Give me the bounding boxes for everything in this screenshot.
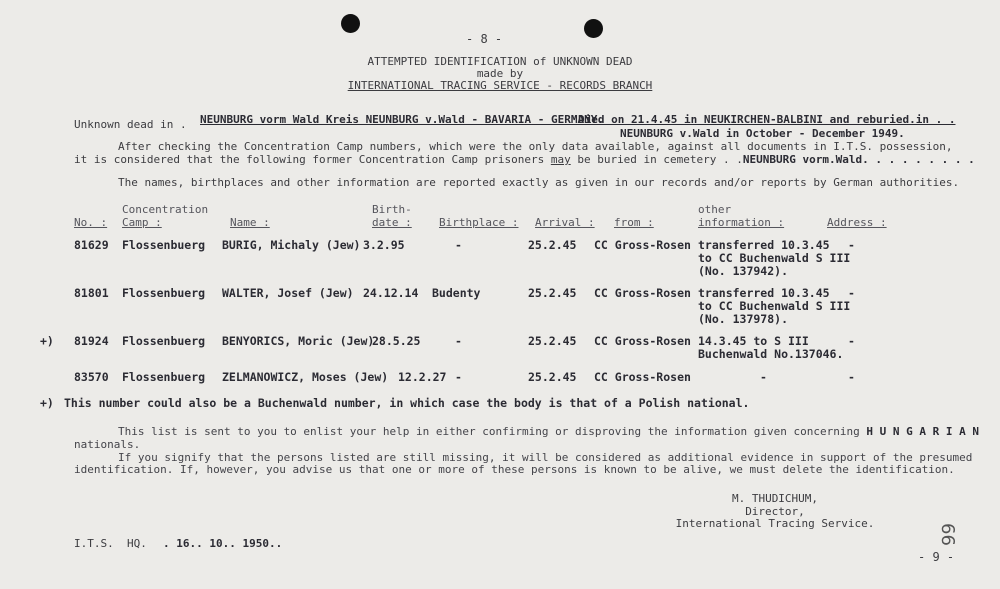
signatory-title: Director, xyxy=(745,505,805,518)
header-from: from : xyxy=(614,216,654,229)
header-birthplace: Birthplace : xyxy=(439,216,519,229)
row-address: - xyxy=(848,334,855,348)
reference-date: . 16.. 10.. 1950.. xyxy=(163,537,283,550)
document-issuer: INTERNATIONAL TRACING SERVICE - RECORDS BRANCH xyxy=(347,79,653,92)
row-arrival: 25.2.45 xyxy=(528,370,577,384)
row-birthdate: 28.5.25 xyxy=(372,334,421,348)
row-info-2: to CC Buchenwald S III xyxy=(698,299,851,313)
row-from: CC Gross-Rosen xyxy=(594,238,691,252)
page-number-top: - 8 - xyxy=(466,32,503,46)
header-birthdate: date : xyxy=(372,216,412,229)
row-birthplace: - xyxy=(455,238,462,252)
document-subtitle: made by xyxy=(476,67,524,80)
row-camp: Flossenbuerg xyxy=(122,286,206,300)
row-birthplace: Budenty xyxy=(432,286,481,300)
footnote-marker: +) xyxy=(40,396,54,410)
footnote-text: This number could also be a Buchenwald number, in which case the body is that of a Polish national. xyxy=(64,396,750,410)
header-arrival: Arrival : xyxy=(535,216,595,229)
header-address: Address : xyxy=(827,216,887,229)
closing-text: This list is sent to you to enlist your help in either confirming or disproving the information given concerning xyxy=(118,425,860,438)
row-camp: Flossenbuerg xyxy=(122,334,206,348)
intro-line-2 xyxy=(74,153,975,166)
document-title: ATTEMPTED IDENTIFICATION of UNKNOWN DEAD xyxy=(367,55,633,68)
records-note: The names, birthplaces and other information are reported exactly as given in our records and/or reports by German authorities. xyxy=(118,176,960,189)
closing-line-3: If you signify that the persons listed are still missing, it will be considered as additional evidence in support of the presumed xyxy=(118,451,973,464)
row-arrival: 25.2.45 xyxy=(528,238,577,252)
row-camp: Flossenbuerg xyxy=(122,370,206,384)
handwritten-page-number: 66 xyxy=(936,523,958,546)
row-no: 81801 xyxy=(74,286,109,300)
row-birthplace: - xyxy=(455,334,462,348)
header-other-line1: other xyxy=(698,203,732,216)
signatory-org: International Tracing Service. xyxy=(675,517,875,530)
row-no: 81629 xyxy=(74,238,109,252)
reference-label: I.T.S. HQ. xyxy=(74,537,147,550)
reburial-info: NEUNBURG v.Wald in October - December 1949. xyxy=(620,127,905,140)
closing-line-2: nationals. xyxy=(74,438,141,451)
burial-place: NEUNBURG vorm Wald Kreis NEUNBURG v.Wald - BAVARIA - GERMANY. xyxy=(200,113,604,126)
row-info-2: to CC Buchenwald S III xyxy=(698,251,851,265)
row-address: - xyxy=(848,238,855,252)
intro-line-1: After checking the Concentration Camp numbers, which were the only data available, against all documents in I.T.S. possession, xyxy=(118,140,953,153)
row-info-1: 14.3.45 to S III xyxy=(698,334,809,348)
row-info-1: transferred 10.3.45 xyxy=(698,238,830,252)
header-name: Name : xyxy=(230,216,270,229)
header-other-info: information : xyxy=(698,216,785,229)
closing-line-4: identification. If, however, you advise us that one or more of these persons is known to be alive, we must delete the identification. xyxy=(74,463,955,476)
row-info-1: transferred 10.3.45 xyxy=(698,286,830,300)
punch-hole-right xyxy=(584,19,603,38)
row-arrival: 25.2.45 xyxy=(528,334,577,348)
intro-line-2a: it is considered that the following former Concentration Camp prisoners xyxy=(74,153,545,166)
row-from: CC Gross-Rosen xyxy=(594,334,691,348)
row-info-2: Buchenwald No.137046. xyxy=(698,347,844,361)
row-info-1: - xyxy=(760,370,767,384)
row-camp: Flossenbuerg xyxy=(122,238,206,252)
row-no: 83570 xyxy=(74,370,109,384)
row-info-3: (No. 137978). xyxy=(698,312,789,326)
death-info: Died on 21.4.45 in NEUKIRCHEN-BALBINI and reburied.in . . xyxy=(578,113,956,126)
page-number-bottom: - 9 - xyxy=(918,550,955,564)
row-address: - xyxy=(848,286,855,300)
row-name: ZELMANOWICZ, Moses (Jew) xyxy=(222,370,389,384)
row-from: CC Gross-Rosen xyxy=(594,286,691,300)
header-camp-line1: Concentration xyxy=(122,203,209,216)
row-name: WALTER, Josef (Jew) xyxy=(222,286,354,300)
row-name: BURIG, Michaly (Jew) xyxy=(222,238,361,252)
row-birthdate: 24.12.14 xyxy=(363,286,419,300)
row-info-3: (No. 137942). xyxy=(698,264,789,278)
header-no: No. : xyxy=(74,216,108,229)
row-birthplace: - xyxy=(455,370,462,384)
cemetery-name: NEUNBURG vorm.Wald. . . . . . . . . xyxy=(742,153,975,166)
row-birthdate: 12.2.27 xyxy=(398,370,447,384)
row-name: BENYORICS, Moric (Jew) xyxy=(222,334,375,348)
nationality: H U N G A R I A N xyxy=(866,425,979,438)
header-camp: Camp : xyxy=(122,216,162,229)
row-birthdate: 3.2.95 xyxy=(363,238,405,252)
intro-line-2b: be buried in cemetery . . xyxy=(577,153,743,166)
row-marker: +) xyxy=(40,334,54,348)
closing-line-1 xyxy=(118,425,979,438)
header-birthdate-line1: Birth- xyxy=(372,203,412,216)
row-no: 81924 xyxy=(74,334,109,348)
may-word: may xyxy=(550,153,571,166)
row-from: CC Gross-Rosen xyxy=(594,370,691,384)
row-arrival: 25.2.45 xyxy=(528,286,577,300)
unknown-dead-prefix: Unknown dead in . xyxy=(74,118,187,131)
row-address: - xyxy=(848,370,855,384)
punch-hole-left xyxy=(341,14,360,33)
signatory-name: M. THUDICHUM, xyxy=(731,492,819,505)
